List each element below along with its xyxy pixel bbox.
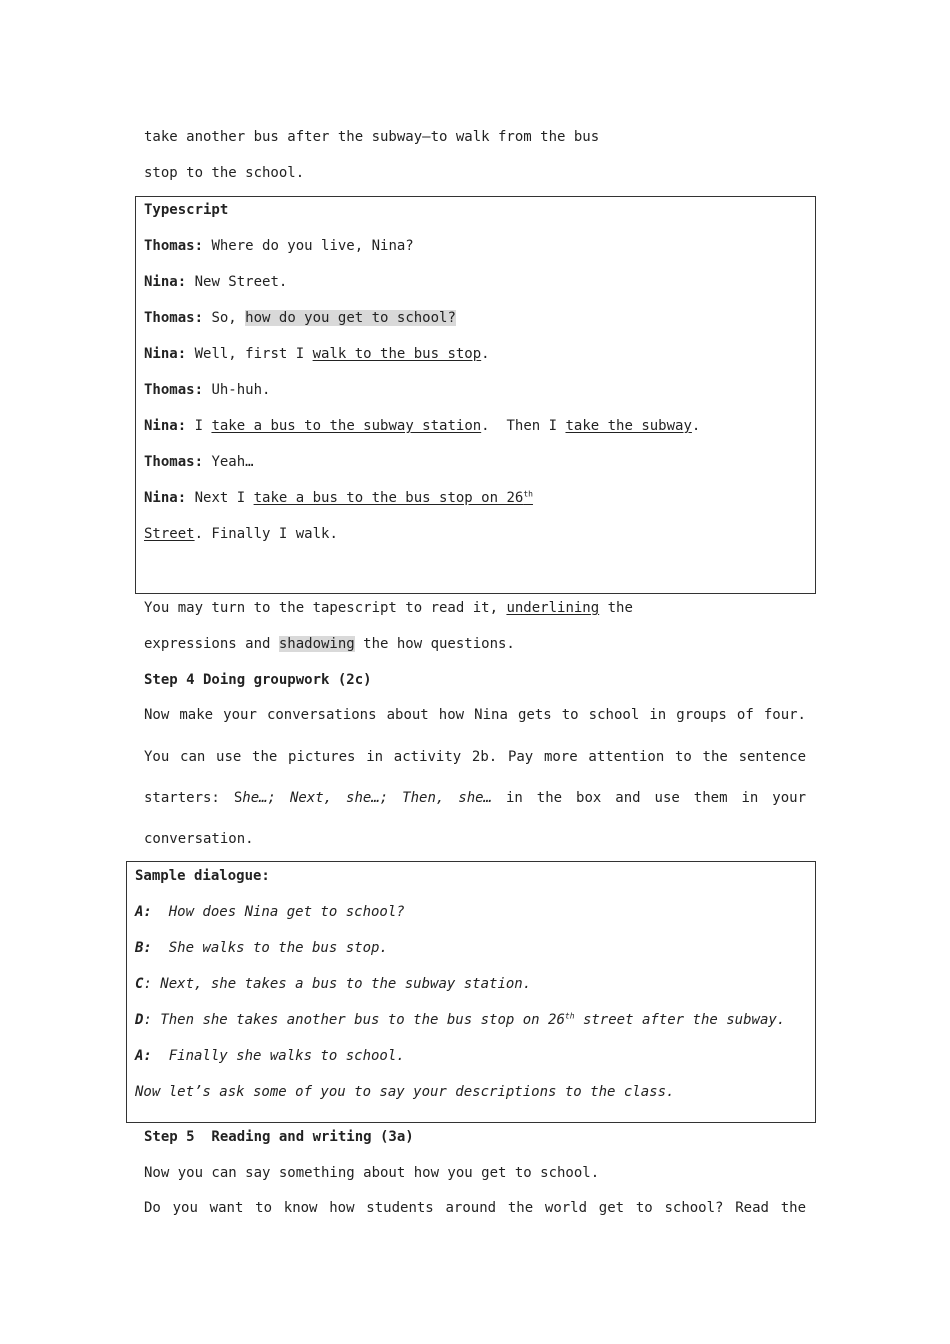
step4-paragraph-line-3: [144, 789, 806, 807]
typescript-line-7: [144, 453, 254, 471]
line-text: Next I: [186, 490, 254, 506]
speaker-label: A:: [135, 904, 152, 920]
underlined-expression: [254, 490, 533, 506]
speaker-label: A:: [135, 1048, 152, 1064]
step5-line-2: Do you want to know how students around the world get to school? Read the: [144, 1200, 806, 1216]
dialogue-line-1: [135, 903, 405, 921]
step5-heading: Step 5 Reading and writing (3a): [144, 1129, 414, 1145]
underlined-expression: take the subway: [565, 418, 692, 434]
line-text: Where do you live, Nina?: [203, 238, 414, 254]
speaker-nina: Nina:: [144, 418, 187, 434]
speaker-thomas: Thomas:: [144, 310, 204, 326]
line-text: So,: [203, 310, 246, 326]
line-text: starters: S: [144, 790, 243, 806]
line-text: street after the subway.: [574, 1012, 786, 1028]
dialogue-line-4: [135, 1011, 785, 1029]
line-text: . Then I: [481, 418, 566, 434]
line-text: .: [481, 346, 490, 362]
typescript-line-5: [144, 381, 270, 399]
underlined-expression: Street: [144, 526, 195, 542]
underlined-word: underlining: [506, 600, 600, 616]
speaker-thomas: Thomas:: [144, 454, 204, 470]
dialogue-line-6: Now let’s ask some of you to say your descriptions to the class.: [135, 1084, 675, 1100]
line-text: You may turn to the tapescript to read it,: [144, 600, 507, 616]
dialogue-line-5: [135, 1047, 405, 1065]
speaker-label: D: [135, 1012, 144, 1028]
step4-paragraph-line-2: You can use the pictures in activity 2b. Pay more attention to the sentence: [144, 749, 806, 765]
typescript-line-4: [144, 345, 490, 363]
typescript-line-9: [144, 525, 338, 543]
step5-line-1: Now you can say something about how you get to school.: [144, 1165, 600, 1181]
typescript-line-2: [144, 273, 287, 291]
line-text: Well, first I: [186, 346, 313, 362]
typescript-heading: Typescript: [144, 202, 229, 218]
instruction-line-1: [144, 599, 633, 617]
typescript-line-8: [144, 489, 533, 507]
line-text: : Next, she takes a bus to the subway station.: [143, 976, 532, 992]
underlined-text: take a bus to the bus stop on 26: [253, 490, 524, 506]
speaker-label: B:: [135, 940, 152, 956]
intro-line-1: take another bus after the subway—to walk from the bus: [144, 129, 600, 145]
line-text: in the box and use them in your: [492, 790, 807, 806]
typescript-line-1: [144, 237, 414, 255]
line-text: She walks to the bus stop.: [151, 940, 388, 956]
line-text: . Finally I walk.: [194, 526, 338, 542]
speaker-nina: Nina:: [144, 490, 187, 506]
typescript-line-6: [144, 417, 700, 435]
instruction-line-2: [144, 635, 515, 653]
line-text: Yeah…: [203, 454, 254, 470]
speaker-nina: Nina:: [144, 274, 187, 290]
italic-starters: he…; Next, she…; Then, she…: [242, 790, 492, 806]
typescript-line-3: [144, 309, 456, 327]
highlighted-word: shadowing: [278, 636, 355, 652]
step4-paragraph-line-1: Now make your conversations about how Nina gets to school in groups of four.: [144, 707, 806, 723]
line-text: expressions and: [144, 636, 279, 652]
line-text: New Street.: [186, 274, 288, 290]
highlighted-question: how do you get to school?: [245, 310, 456, 326]
intro-line-2: stop to the school.: [144, 165, 305, 181]
dialogue-line-3: [135, 975, 531, 993]
ordinal-suffix: th: [523, 489, 533, 499]
line-text: How does Nina get to school?: [151, 904, 405, 920]
speaker-thomas: Thomas:: [144, 238, 204, 254]
line-text: Uh-huh.: [203, 382, 271, 398]
line-text: Finally she walks to school.: [151, 1048, 405, 1064]
step4-paragraph-line-4: conversation.: [144, 831, 254, 847]
sample-heading: Sample dialogue:: [135, 868, 270, 884]
step4-heading: Step 4 Doing groupwork (2c): [144, 672, 372, 688]
speaker-thomas: Thomas:: [144, 382, 204, 398]
ordinal-suffix: th: [564, 1011, 575, 1021]
line-text: I: [186, 418, 212, 434]
line-text: .: [691, 418, 701, 434]
speaker-label: C: [135, 976, 144, 992]
line-text: the: [599, 600, 633, 616]
underlined-expression: walk to the bus stop: [312, 346, 482, 362]
line-text: : Then she takes another bus to the bus stop on 26: [143, 1012, 565, 1028]
dialogue-line-2: [135, 939, 388, 957]
speaker-nina: Nina:: [144, 346, 187, 362]
line-text: the how questions.: [354, 636, 515, 652]
underlined-expression: take a bus to the subway station: [211, 418, 482, 434]
